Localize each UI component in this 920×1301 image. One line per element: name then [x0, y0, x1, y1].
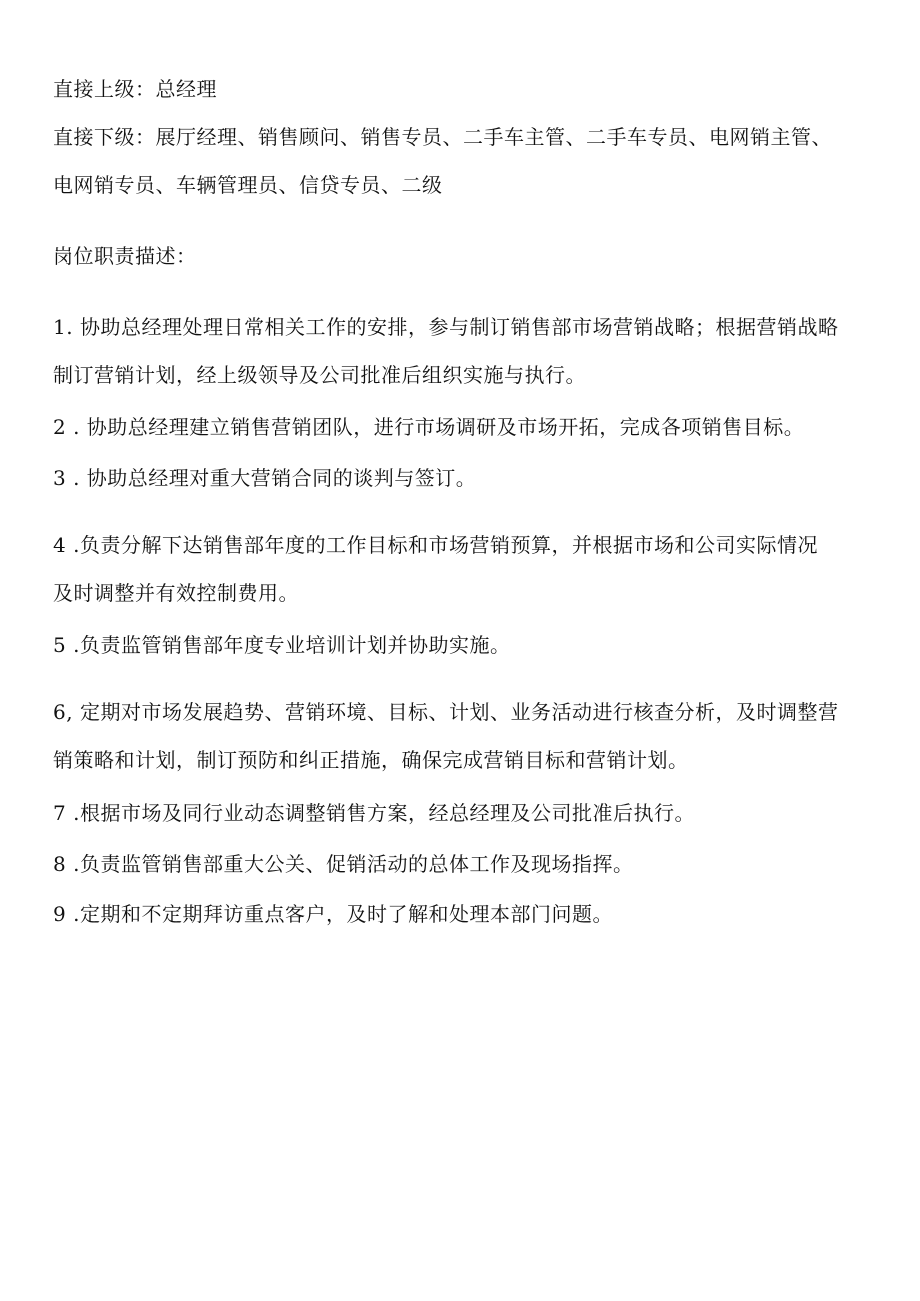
direct-subordinates-line1: 直接下级：展厅经理、销售顾问、销售专员、二手车主管、二手车专员、电网销主管、: [53, 125, 832, 149]
duty-5: 5 .负责监管销售部年度专业培训计划并协助实施。: [53, 633, 511, 657]
duty-7: 7 .根据市场及同行业动态调整销售方案，经总经理及公司批准后执行。: [53, 801, 695, 825]
direct-superior: 直接上级：总经理: [53, 77, 217, 101]
duty-4-line2: 及时调整并有效控制费用。: [53, 581, 299, 605]
duty-6-line2: 销策略和计划，制订预防和纠正措施，确保完成营销目标和营销计划。: [53, 748, 689, 772]
duty-1-line1: 1. 协助总经理处理日常相关工作的安排，参与制订销售部市场营销战略；根据营销战略: [53, 315, 839, 339]
duty-2: 2 . 协助总经理建立销售营销团队，进行市场调研及市场开拓，完成各项销售目标。: [53, 415, 805, 439]
duty-3: 3 . 协助总经理对重大营销合同的谈判与签订。: [53, 466, 477, 490]
direct-subordinates-line2: 电网销专员、车辆管理员、信贷专员、二级: [53, 173, 443, 197]
section-title: 岗位职责描述：: [53, 244, 197, 268]
duty-8: 8 .负责监管销售部重大公关、促销活动的总体工作及现场指挥。: [53, 852, 634, 876]
duty-6-line1: 6, 定期对市场发展趋势、营销环境、目标、计划、业务活动进行核查分析，及时调整营: [53, 700, 839, 724]
duty-1-line2: 制订营销计划，经上级领导及公司批准后组织实施与执行。: [53, 363, 586, 387]
duty-4-line1: 4 .负责分解下达销售部年度的工作目标和市场营销预算，并根据市场和公司实际情况: [53, 533, 818, 557]
duty-9: 9 .定期和不定期拜访重点客户，及时了解和处理本部门问题。: [53, 902, 613, 926]
